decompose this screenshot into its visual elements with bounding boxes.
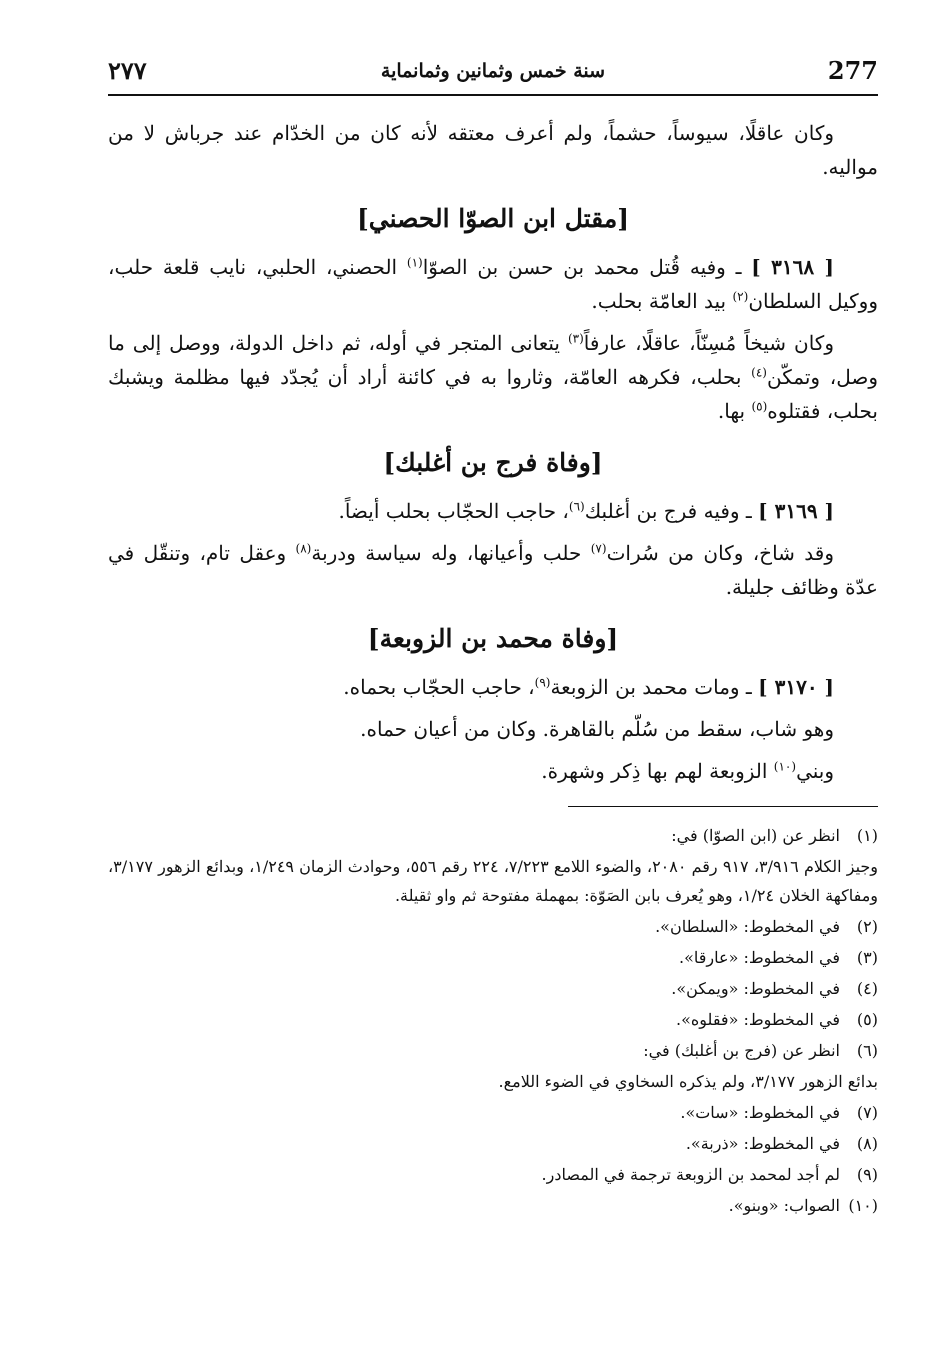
footnote-number: (٥) xyxy=(856,1010,878,1029)
footnote-ref: (١٠) xyxy=(773,759,797,774)
footnote-number: (٤) xyxy=(856,979,878,998)
body-paragraph: وهو شاب، سقط من سُلّم بالقاهرة. وكان من أعيان حماه. xyxy=(360,717,834,741)
body-paragraph: وبني$^{(١٠)}$ الزوبعة لهم بها ذِكر وشهرة. xyxy=(541,759,834,783)
footnote-separator xyxy=(568,806,878,807)
book-page xyxy=(108,52,878,1342)
section-title: [وفاة فرج بن أغلبك] xyxy=(383,448,603,477)
entry-paragraph: [ ٣١٦٨ ] ـ وفيه قُتل محمد بن حسن بن الصوّا$^{(١)}$ الحصني، الحلبي، نايب قلعة حلب، ووكيل السلطان$^{(٢)}$ بيد العامّة بحلب. xyxy=(108,255,878,313)
page-header xyxy=(108,52,878,96)
footnote: (٦)انظر عن (فرج بن أغلبك) في: xyxy=(108,1036,878,1065)
footnote-ref: (٧) xyxy=(590,541,607,556)
page-number-latin: 277 xyxy=(827,56,878,85)
footnote-ref: (٢) xyxy=(732,289,749,304)
footnote: (٤)في المخطوط: «ويمكن». xyxy=(108,974,878,1003)
footnote-continuation: بدائع الزهور ٣/١٧٧، ولم يذكره السخاوي في الضوء اللامع. xyxy=(498,1072,878,1091)
footnotes xyxy=(108,821,878,1220)
running-title: سنة خمس وثمانين وثمانماية xyxy=(380,60,606,82)
entry-number: [ ٣١٧٠ ] xyxy=(758,675,834,699)
footnote-number: (٦) xyxy=(856,1041,878,1060)
footnote: (١)انظر عن (ابن الصوّا) في: xyxy=(108,821,878,850)
entry-paragraph: [ ٣١٧٠ ] ـ ومات محمد بن الزوبعة$^{(٩)}$، حاجب الحجّاب بحماه. xyxy=(343,675,834,699)
footnote-number: (٩) xyxy=(856,1165,878,1184)
footnote-ref: (١) xyxy=(406,255,423,270)
footnote-ref: (٩) xyxy=(534,675,551,690)
footnote-number: (١) xyxy=(856,826,878,845)
footnote-ref: (٥) xyxy=(751,399,768,414)
footnote-number: (٢) xyxy=(856,917,878,936)
entry-paragraph: [ ٣١٦٩ ] ـ وفيه فرج بن أغلبك$^{(٦)}$، حاجب الحجّاب بحلب أيضاً. xyxy=(338,499,834,523)
page-number-arabic: ٢٧٧ xyxy=(108,56,147,85)
footnote: (٩)لم أجد لمحمد بن الزوبعة ترجمة في المصادر. xyxy=(108,1160,878,1189)
footnote-number: (٨) xyxy=(856,1134,878,1153)
section-title: [وفاة محمد بن الزوبعة] xyxy=(367,624,619,653)
footnote: (٣)في المخطوط: «عارقا». xyxy=(108,943,878,972)
body-paragraph: وكان شيخاً مُسِنّاً، عاقلًا، عارفاً$^{(٣)}$ يتعانى المتجر في أوله، ثم داخل الدولة، ووصل إلى ما وصل، وتمكّن$^{(٤)}$ بحلب، فكرهه العامّة، وثاروا به في كائنة أراد أن يُجدّد فيها مظلمة ويشبك بحلب، فقتلوه$^{(٥)}$ بها. xyxy=(108,331,879,423)
intro-paragraph: وكان عاقلًا، سيوساً، حشماً، ولم أعرف معتقه لأنه كان من الخدّام عند جرباش لا من مواليه. xyxy=(108,121,878,179)
footnote: (٢)في المخطوط: «السلطان». xyxy=(108,912,878,941)
footnote-ref: (٤) xyxy=(751,365,767,380)
footnote: (٥)في المخطوط: «فقلوه». xyxy=(108,1005,878,1034)
entry-number: [ ٣١٦٩ ] xyxy=(758,499,834,523)
footnote-ref: (٨) xyxy=(295,541,312,556)
footnote-number: (٧) xyxy=(856,1103,878,1122)
footnote: (١٠)الصواب: «وبنو». xyxy=(108,1191,878,1220)
footnote-continuation: وجيز الكلام ٣/٩١٦، ٩١٧ رقم ٢٠٨٠، والضوء اللامع ٧/٢٢٣، ٢٢٤ رقم ٥٥٦، وحوادث الزمان ١/٢٤٩، وبدائع الزهور ٣/١٧٧، ومفاكهة الخلان ١/٢٤، وهو يُعرف بابن الصَوّة: بمهملة مفتوحة ثم واو ثقيلة. xyxy=(108,857,879,905)
body-paragraph: وقد شاخ، وكان من سُرات$^{(٧)}$ حلب وأعيانها، وله سياسة ودربة$^{(٨)}$ وعقل تام، وتنقّل في عدّة وظائف جليلة. xyxy=(108,541,878,599)
footnote-ref: (٦) xyxy=(568,499,585,514)
footnote-ref: (٣) xyxy=(567,331,584,346)
section-title: [مقتل ابن الصوّا الحصني] xyxy=(356,204,630,233)
entry-number: [ ٣١٦٨ ] xyxy=(751,255,834,279)
footnote-number: (١٠) xyxy=(848,1196,878,1215)
main-text xyxy=(108,116,878,788)
footnote-number: (٣) xyxy=(856,948,878,967)
footnote: (٨)في المخطوط: «ذربة». xyxy=(108,1129,878,1158)
footnote: (٧)في المخطوط: «سات». xyxy=(108,1098,878,1127)
